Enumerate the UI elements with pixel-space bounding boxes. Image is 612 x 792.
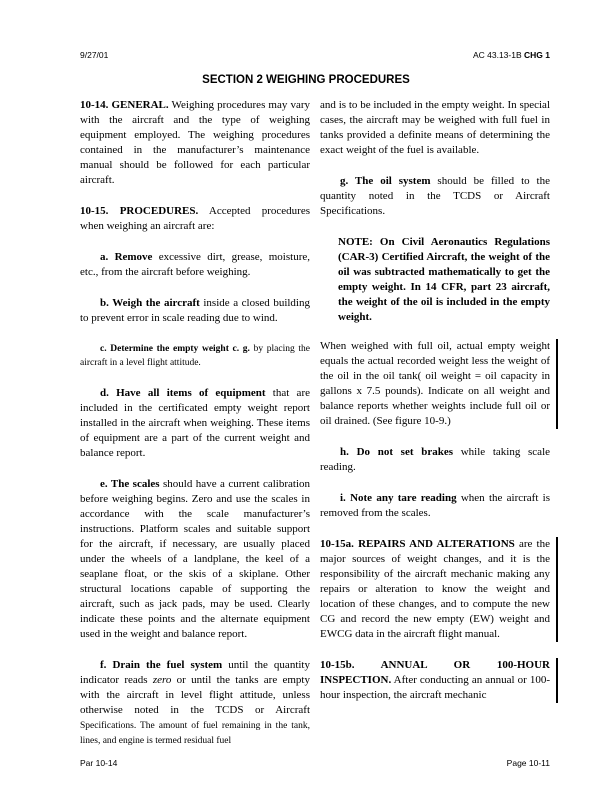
item-heading: c. Determine the empty weight c. g. <box>100 344 250 354</box>
item-heading: d. Have all items of equipment <box>100 387 266 399</box>
para-10-15a <box>320 537 558 642</box>
item-g <box>320 174 550 219</box>
header-date: 9/27/01 <box>80 50 109 60</box>
header-ac-ref <box>473 50 550 60</box>
item-i <box>320 491 550 521</box>
item-a <box>80 250 310 280</box>
item-text: until the quantity indicator reads <box>80 659 310 686</box>
para-heading: 10-15b. ANNUAL OR 100-HOUR INSPECTION. <box>320 659 550 686</box>
oil-weight-paragraph: When weighed with full oil, actual empty weight equals the actual recorded weight less the weight of the oil in the oil tank( oil weight = oil capacity in gallons x 7.5 pounds). Indicate on all weight and balance reports whether weights include full oil or oil drained. (See figure 10-9.) <box>320 339 558 429</box>
item-text: while taking scale reading. <box>320 446 551 473</box>
item-emphasis: zero <box>152 674 172 686</box>
item-text: when the aircraft is removed from the scales. <box>320 492 550 519</box>
para-text: are the major sources of weight changes, and it is the responsibility of the aircraft mechanic making any repairs or alteration to know the weight and location of these changes, and to compute the new CG and record the new empty (EW) weight and EWCG data in the aircraft flight manual. <box>320 538 550 640</box>
footer-paragraph-ref: Par 10-14 <box>80 758 118 768</box>
footer-page-number: Page 10-11 <box>506 758 550 768</box>
item-text: inside a closed building to prevent error in scale reading due to wind. <box>80 297 310 324</box>
item-text: that are included in the certificated empty weight report installed in the aircraft when weighing. These items of equipment are a part of the current weight and balance report. <box>80 387 310 459</box>
fuel-continuation: and is to be included in the empty weight. In special cases, the aircraft may be weighed with full fuel in tanks provided a definite means of determining the exact weight of the fuel is available. <box>320 99 550 156</box>
item-d <box>80 386 310 461</box>
para-text: After conducting an annual or 100-hour inspection, the aircraft mechanic <box>320 674 550 701</box>
item-heading: a. Remove <box>100 251 153 263</box>
item-heading: i. Note any tare reading <box>340 492 457 504</box>
para-heading: 10-15a. REPAIRS AND ALTERATIONS <box>320 538 515 550</box>
para-10-14 <box>80 98 310 188</box>
item-heading: h. Do not set brakes <box>340 446 453 458</box>
item-text: or until the tanks are empty with the aircraft in level flight attitude, unless otherwise noted in the TCDS or Aircraft <box>80 674 310 716</box>
left-column <box>80 98 310 764</box>
item-text: excessive dirt, grease, moisture, etc., from the aircraft before weighing. <box>80 251 310 278</box>
item-e <box>80 477 310 642</box>
item-text: by placing the aircraft in a level flight attitude. <box>80 344 310 368</box>
item-heading: f. Drain the fuel system <box>100 659 223 671</box>
para-10-15b <box>320 658 558 703</box>
para-heading: 10-15. PROCEDURES. <box>80 205 199 217</box>
item-heading: e. The scales <box>100 478 160 490</box>
item-text: should be filled to the quantity noted in the TCDS or Aircraft Specifications. <box>320 175 550 217</box>
para-10-15 <box>80 204 310 234</box>
item-b <box>80 296 310 326</box>
change-number: CHG 1 <box>524 50 550 60</box>
para-heading: 10-14. GENERAL. <box>80 99 169 111</box>
note-block: NOTE: On Civil Aeronautics Regulations (CAR-3) Certified Aircraft, the weight of the oil was subtracted mathematically to get the empty weight. In 14 CFR, part 23 aircraft, the weight of the oil is included in the empty weight. <box>338 236 550 323</box>
para-text: Accepted procedures when weighing an aircraft are: <box>80 205 310 232</box>
item-f <box>80 658 310 748</box>
para-text: Weighing procedures may vary with the aircraft and the type of weighing equipment employed. The weighing procedures contained in the manufacturer’s maintenance manual should be followed for each particular aircraft. <box>80 99 310 186</box>
item-text-small: Specifications. The amount of fuel remaining in the tank, lines, and engine is termed residual fuel <box>80 721 310 746</box>
item-text: should have a current calibration before weighing begins. Zero and use the scales in accordance with the scale manufacturer’s instructions. Platform scales and suitable support for the aircraft, if necessary, are usually placed under the wheels of a landplane, the keel of a seaplane float, or the skis of a skiplane. Other structural locations capable of supporting the aircraft, such as jack pads, may be used. Clearly indicate these points and the alternate equipment used in the weight and balance report. <box>80 478 310 640</box>
ac-number: AC 43.13-1B <box>472 50 522 60</box>
item-h <box>320 445 550 475</box>
right-column <box>320 98 550 719</box>
section-title: SECTION 2 WEIGHING PROCEDURES <box>202 74 410 86</box>
item-c <box>80 342 310 370</box>
item-heading: b. Weigh the aircraft <box>100 297 200 309</box>
item-heading: g. The oil system <box>340 175 431 187</box>
